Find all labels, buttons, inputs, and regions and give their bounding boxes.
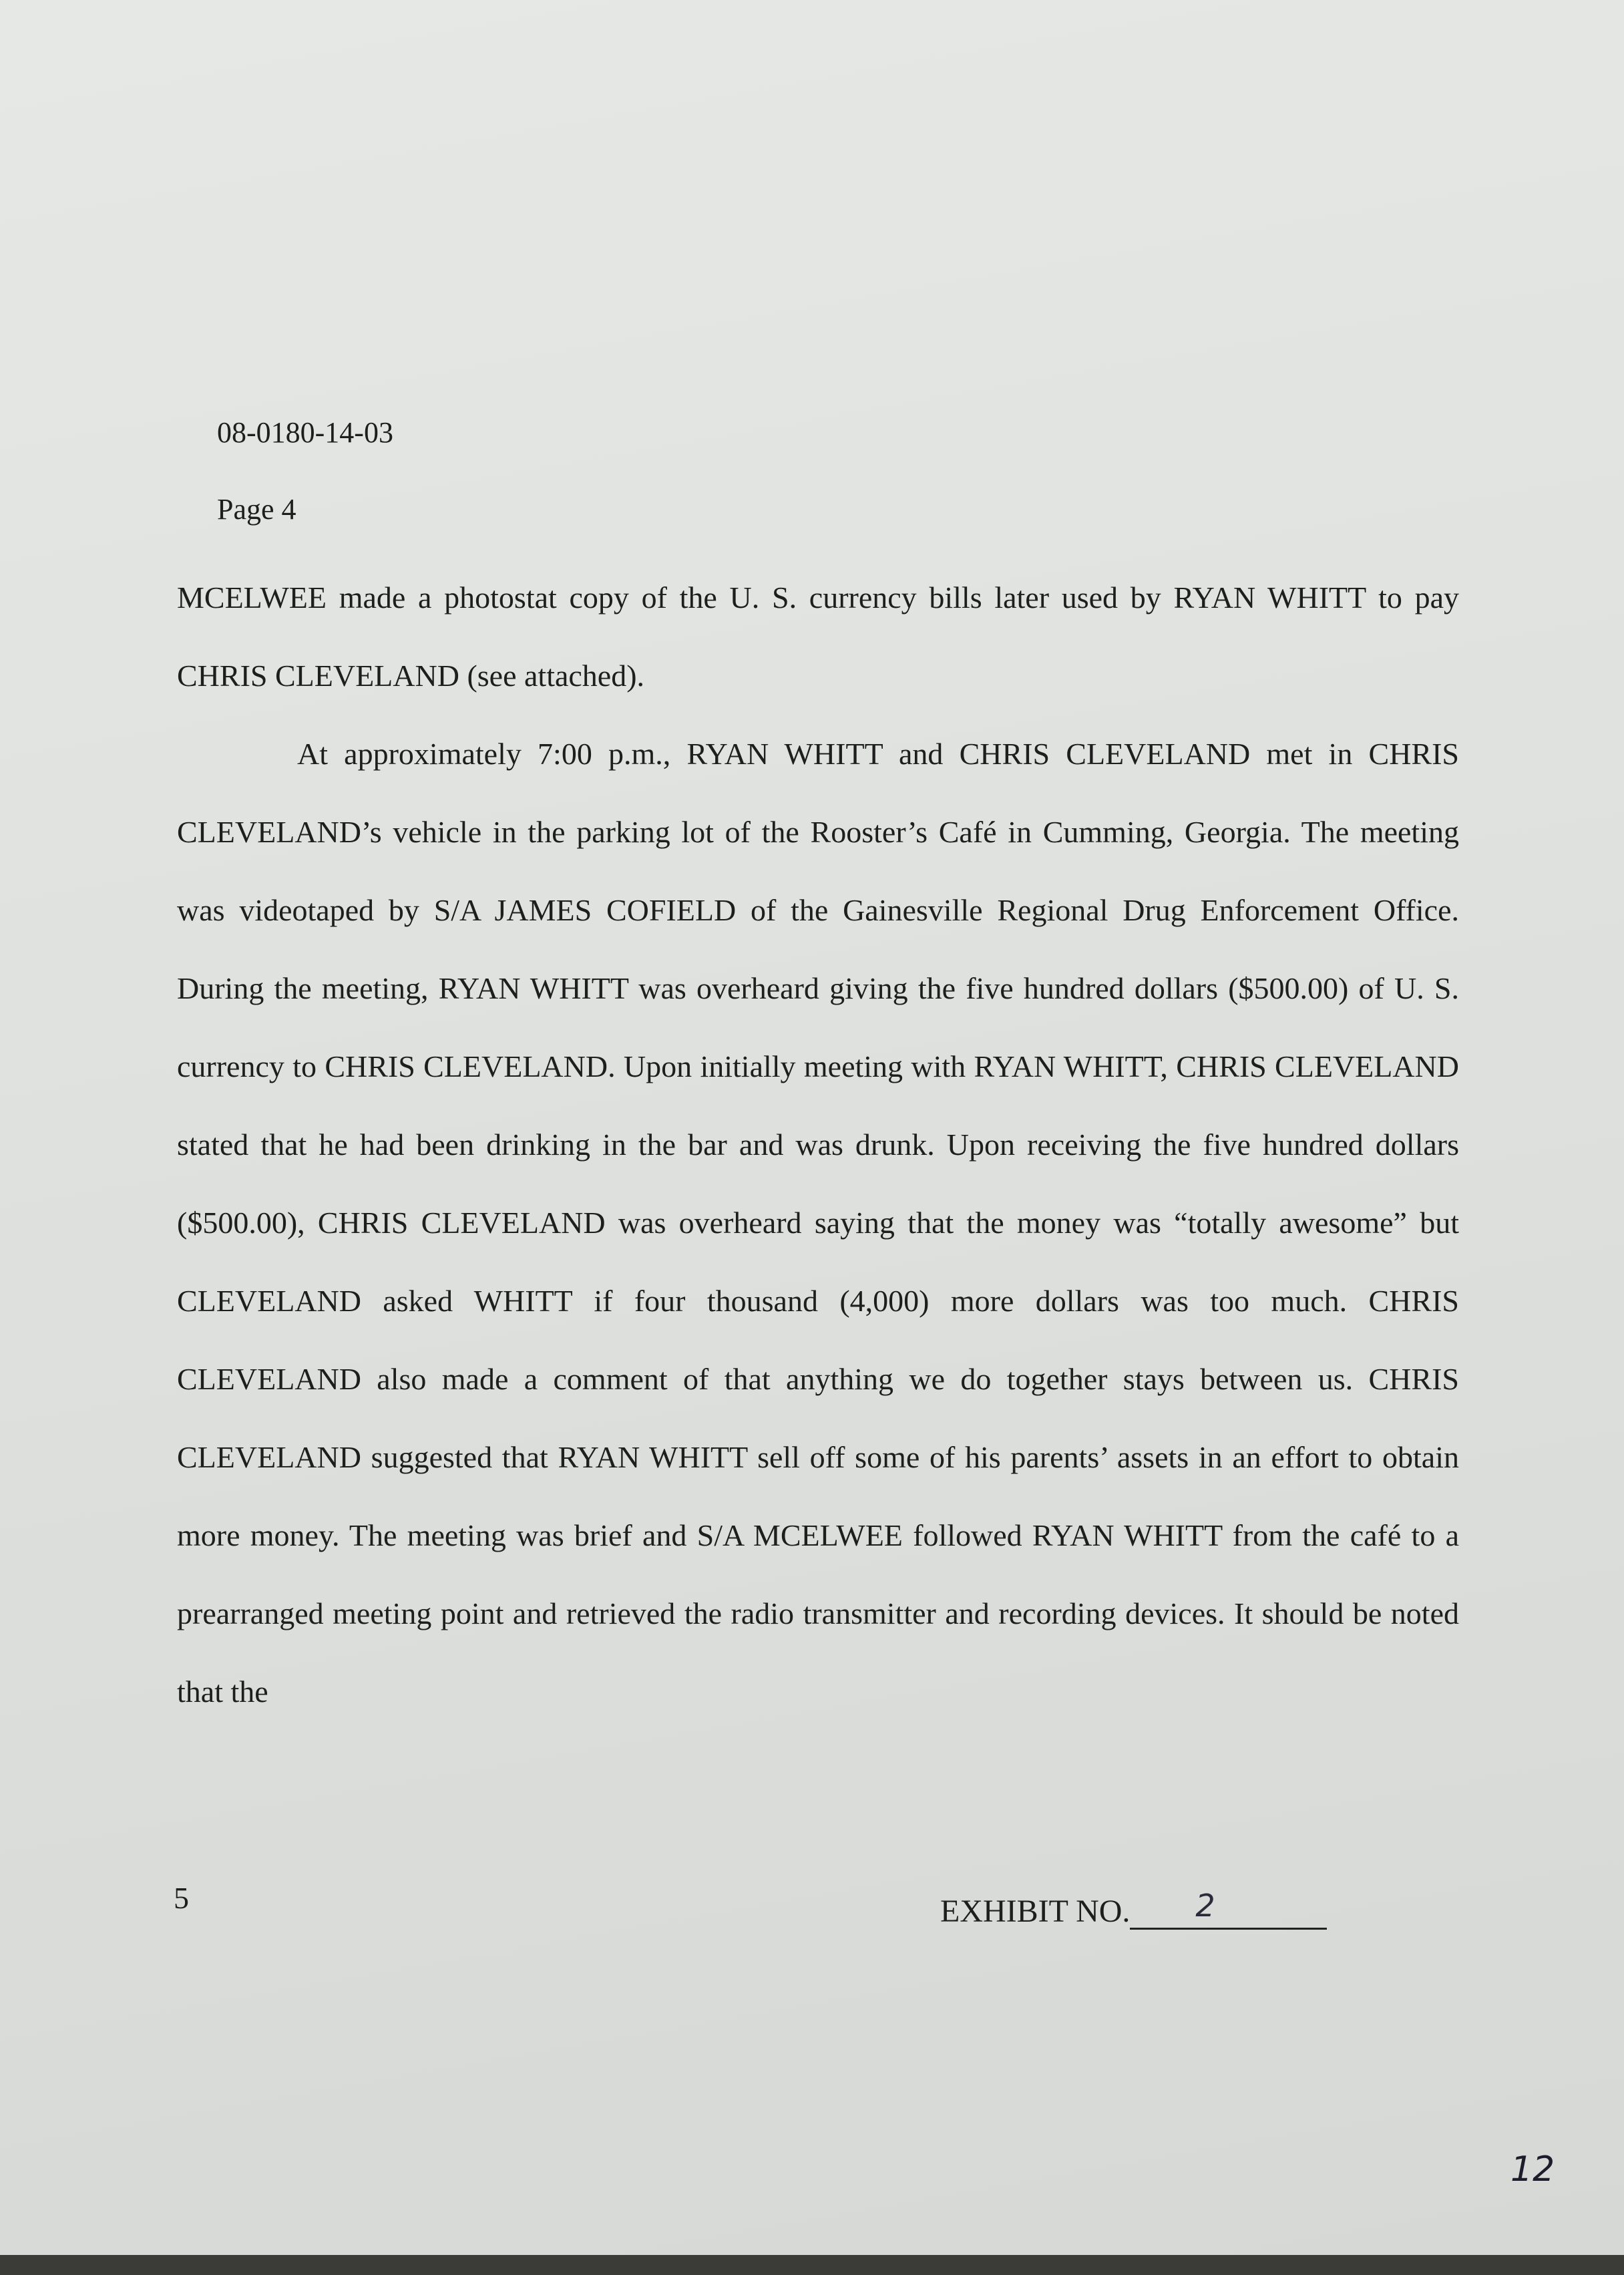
case-number: 08-0180-14-03 xyxy=(217,416,393,449)
exhibit-underline xyxy=(1130,1890,1327,1930)
body-text xyxy=(177,558,1459,1731)
exhibit-block xyxy=(940,1890,1327,1930)
scan-bottom-edge xyxy=(0,2255,1624,2275)
exhibit-value: 2 xyxy=(1195,1888,1215,1924)
page-number: 5 xyxy=(174,1881,189,1915)
paragraph-1: MCELWEE made a photostat copy of the U. S. currency bills later used by RYAN WHITT to pay CHRIS CLEVELAND (see attached). xyxy=(177,580,1459,693)
exhibit-label: EXHIBIT NO. xyxy=(940,1894,1131,1929)
paragraph-2: At approximately 7:00 p.m., RYAN WHITT and CHRIS CLEVELAND met in CHRIS CLEVELAND’s vehicle in the parking lot of the Rooster’s Café in Cumming, Georgia. The meeting was videotaped by S/A JAMES COFIELD of the Gainesville Regional Drug Enforcement Office. During the meeting, RYAN WHITT was overheard giving the five hundred dollars ($500.00) of U. S. currency to CHRIS CLEVELAND. Upon initially meeting with RYAN WHITT, CHRIS CLEVELAND stated that he had been drinking in the bar and was drunk. Upon receiving the five hundred dollars ($500.00), CHRIS CLEVELAND was overheard saying that the money was “totally awesome” but CLEVELAND asked WHITT if four thousand (4,000) more dollars was too much. CHRIS CLEVELAND also made a comment of that anything we do together stays between us. CHRIS CLEVELAND suggested that RYAN WHITT sell off some of his parents’ assets in an effort to obtain more money. The meeting was brief and S/A MCELWEE followed RYAN WHITT from the café to a prearranged meeting point and retrieved the radio transmitter and recording devices. It should be noted that the xyxy=(177,737,1459,1709)
handwritten-page-mark: 12 xyxy=(1510,2149,1555,2190)
page-label: Page 4 xyxy=(217,493,296,526)
